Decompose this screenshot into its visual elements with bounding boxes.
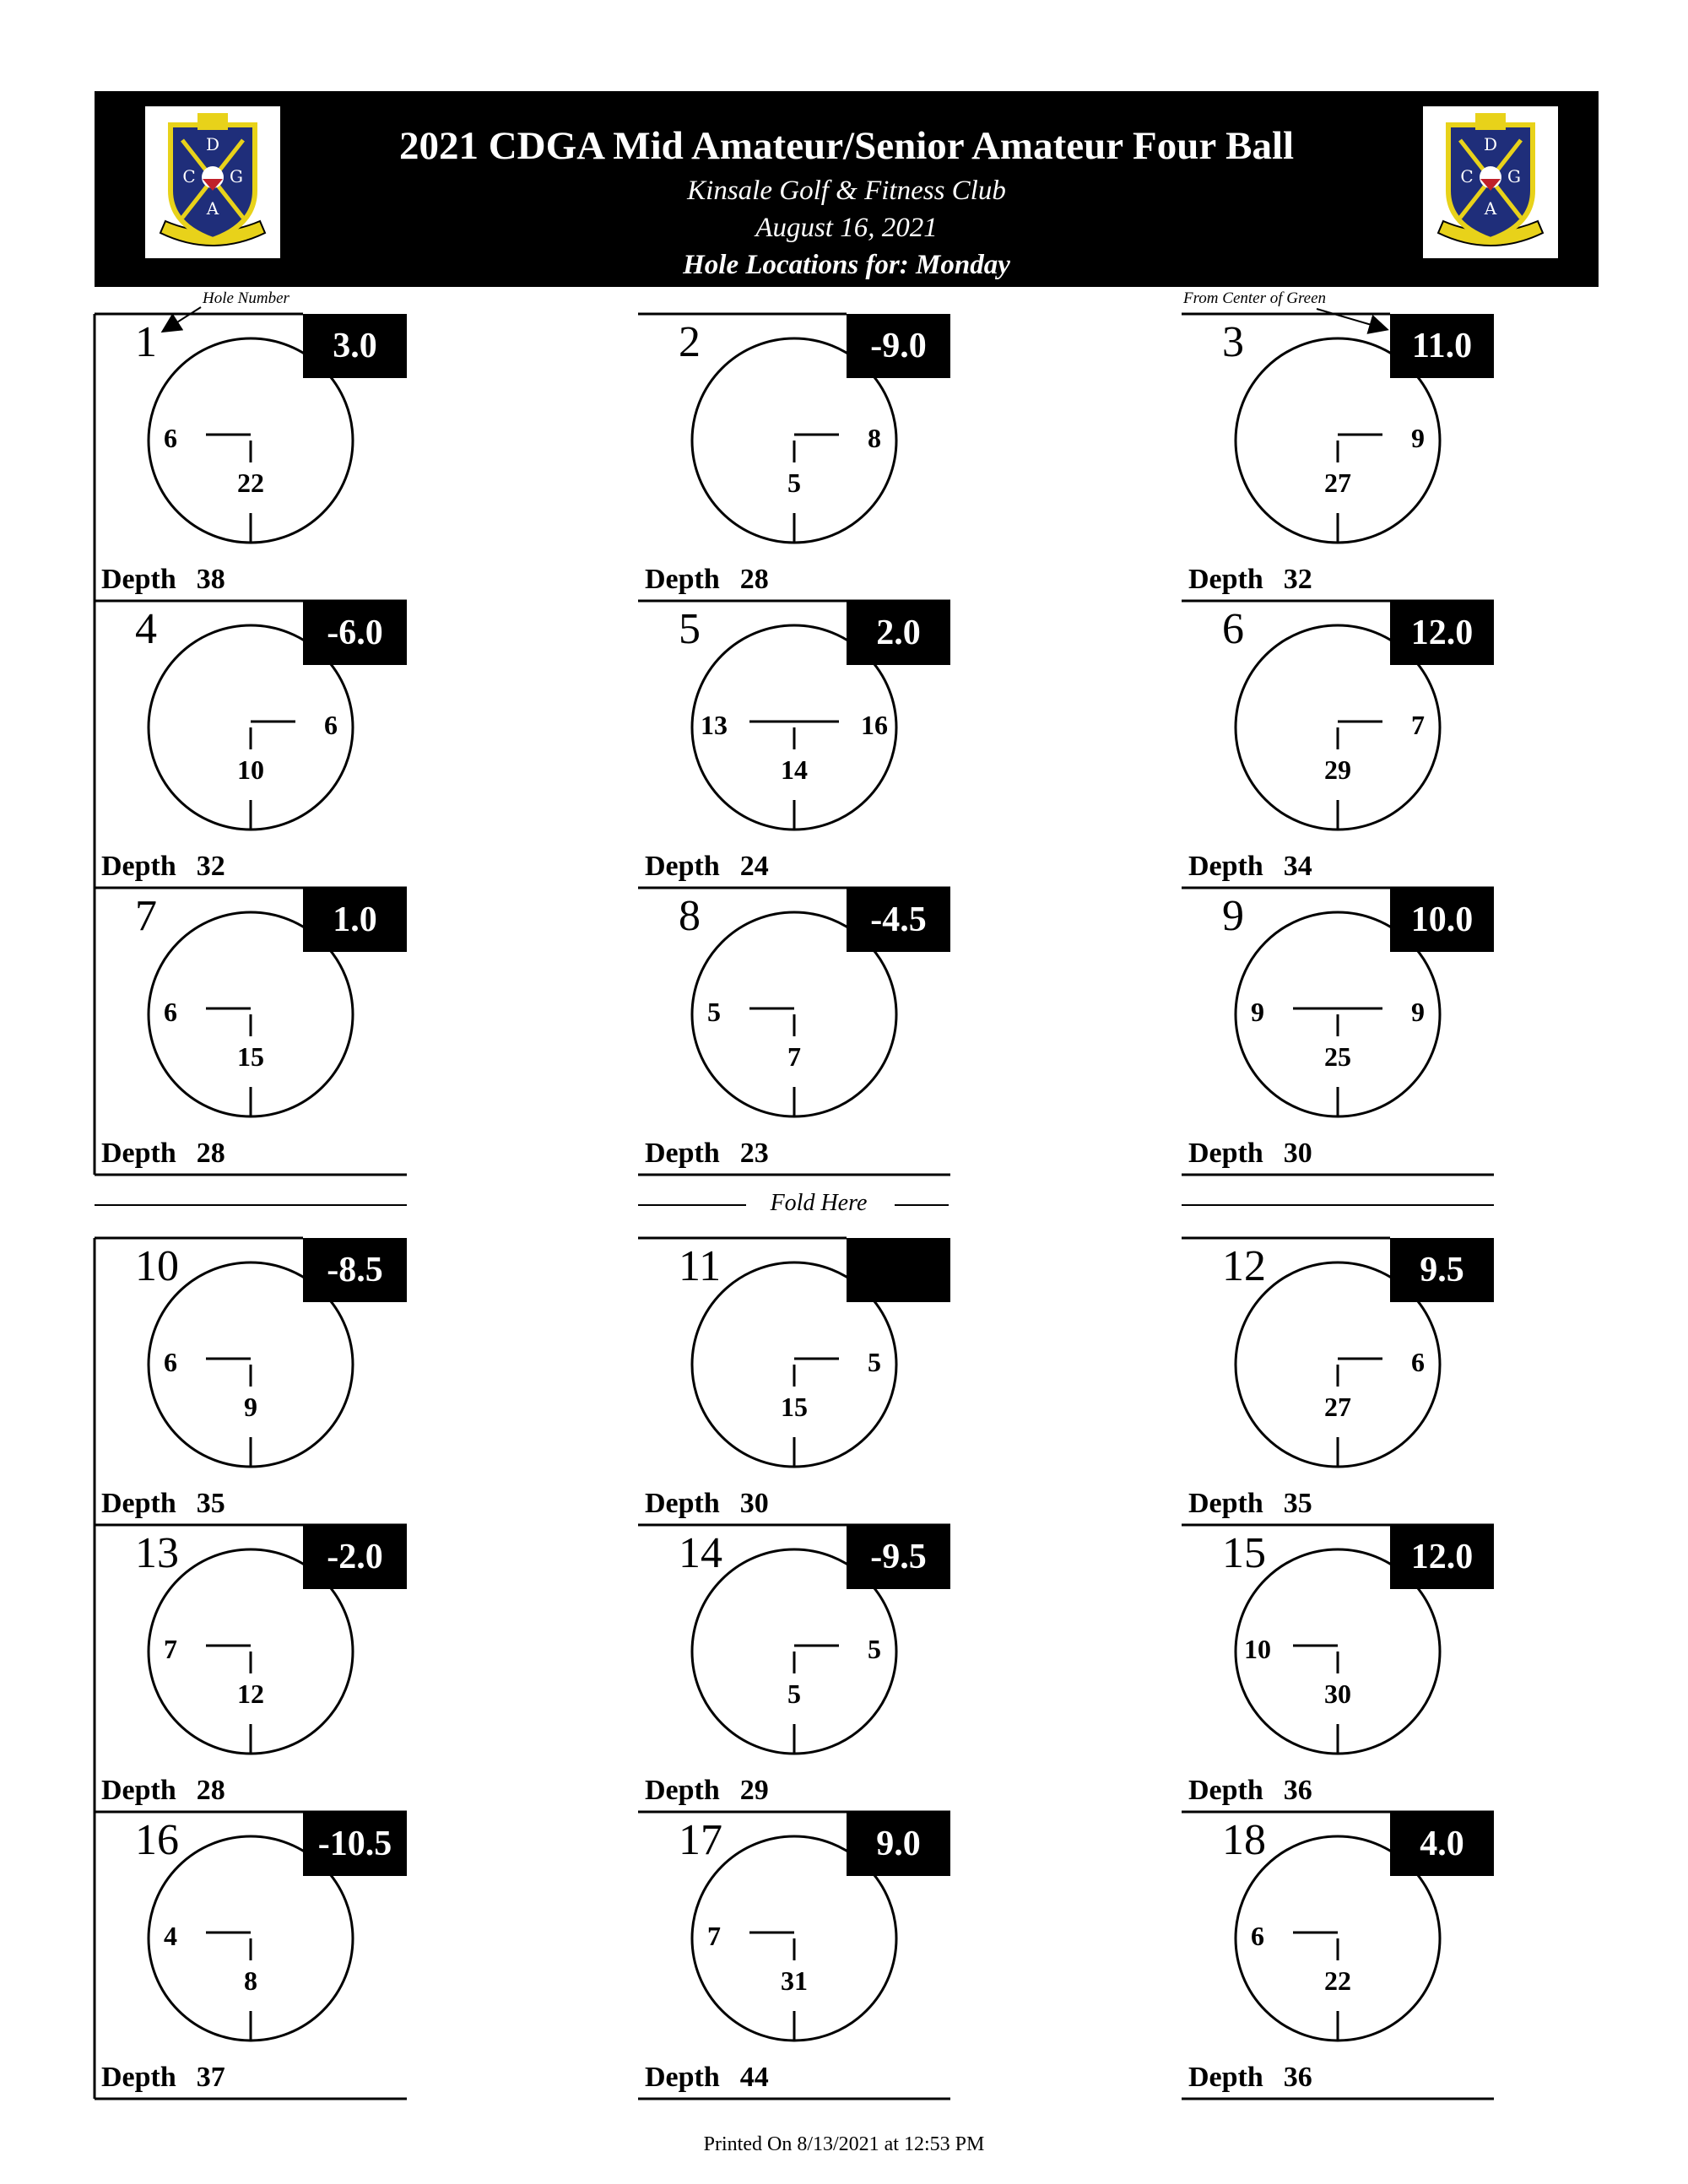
hole-number: 9 (1222, 892, 1244, 940)
depth-label: Depth (101, 1488, 176, 1519)
hole-number: 10 (135, 1242, 179, 1290)
left-distance: 7 (707, 1921, 721, 1951)
pin-offset-badge: -6.0 (303, 601, 407, 665)
from-front-distance: 12 (237, 1679, 264, 1709)
hole-number: 4 (135, 605, 157, 653)
depth-value: 28 (739, 564, 769, 595)
pin-offset-badge: -9.0 (847, 314, 950, 378)
depth-label: Depth (101, 2062, 176, 2093)
hole-number: 1 (135, 318, 157, 366)
hole-card (1182, 1525, 1494, 1812)
hole-card (638, 1238, 950, 1525)
left-distance: 7 (164, 1634, 177, 1664)
depth-value: 23 (739, 1138, 769, 1169)
depth-row (645, 565, 769, 594)
hole-number: 5 (679, 605, 701, 653)
depth-row (101, 1139, 225, 1168)
hole-card (638, 1812, 950, 2099)
pin-offset-badge: 4.0 (1390, 1812, 1494, 1876)
pin-offset-badge: 9.5 (1390, 1238, 1494, 1302)
left-distance: 13 (701, 710, 728, 740)
fold-here-label: Fold Here (770, 1190, 868, 1216)
depth-value: 34 (1283, 851, 1312, 882)
hole-number: 7 (135, 892, 157, 940)
right-distance: 5 (868, 1634, 881, 1664)
depth-row (1188, 852, 1312, 881)
hole-card (95, 888, 407, 1175)
from-front-distance: 30 (1324, 1679, 1351, 1709)
depth-row (101, 2063, 225, 2092)
left-distance: 10 (1244, 1634, 1271, 1664)
hole-number: 12 (1222, 1242, 1266, 1290)
event-date: August 16, 2021 (755, 213, 938, 243)
hole-number: 3 (1222, 318, 1244, 366)
pin-offset-badge: -2.0 (303, 1525, 407, 1589)
right-distance: 9 (1411, 423, 1425, 453)
hole-card (638, 601, 950, 888)
from-front-distance: 5 (787, 468, 801, 498)
fold-divider-mid-right (895, 1204, 949, 1206)
depth-value: 44 (739, 2062, 769, 2093)
hole-card (1182, 314, 1494, 601)
center-of-green-note: From Center of Green (1183, 289, 1327, 307)
depth-value: 28 (196, 1138, 225, 1169)
pin-offset-badge: 3.0 (303, 314, 407, 378)
hole-card (1182, 1812, 1494, 2099)
depth-value: 36 (1283, 1775, 1312, 1806)
page-title: 2021 CDGA Mid Amateur/Senior Amateur Four Ball (398, 124, 1295, 168)
depth-row (1188, 1489, 1312, 1518)
depth-label: Depth (1188, 1138, 1263, 1169)
from-front-distance: 29 (1324, 754, 1351, 785)
depth-row (645, 2063, 769, 2092)
depth-row (101, 1776, 225, 1805)
depth-label: Depth (645, 1775, 720, 1806)
hole-number: 17 (679, 1816, 722, 1864)
fold-divider-left (95, 1204, 407, 1206)
from-front-distance: 10 (237, 754, 264, 785)
hole-card (1182, 601, 1494, 888)
hole-card (638, 1525, 950, 1812)
depth-label: Depth (1188, 564, 1263, 595)
hole-card (95, 1812, 407, 2099)
hole-number: 14 (679, 1529, 722, 1577)
cdga-crest-icon (1423, 106, 1558, 258)
pin-offset-badge: -9.5 (847, 1525, 950, 1589)
hole-number: 13 (135, 1529, 179, 1577)
left-distance: 5 (707, 997, 721, 1027)
right-distance: 7 (1411, 710, 1425, 740)
svg-text:A: A (206, 198, 219, 219)
pin-offset-badge: 9.0 (847, 1812, 950, 1876)
from-front-distance: 27 (1324, 468, 1351, 498)
depth-label: Depth (1188, 1775, 1263, 1806)
depth-row (1188, 1776, 1312, 1805)
svg-text:A: A (1484, 198, 1497, 219)
pin-offset-badge (847, 1238, 950, 1302)
hole-card (95, 601, 407, 888)
from-front-distance: 9 (244, 1392, 257, 1422)
pin-offset-badge: -10.5 (303, 1812, 407, 1876)
depth-label: Depth (645, 851, 720, 882)
depth-row (1188, 565, 1312, 594)
hole-card (95, 314, 407, 601)
depth-label: Depth (101, 851, 176, 882)
svg-text:G: G (1507, 166, 1521, 187)
from-front-distance: 22 (237, 468, 264, 498)
svg-text:D: D (1483, 134, 1498, 154)
header-banner (95, 91, 1599, 287)
left-distance: 6 (164, 423, 177, 453)
hole-card (95, 1525, 407, 1812)
hole-card (638, 888, 950, 1175)
depth-row (1188, 1139, 1312, 1168)
pin-offset-badge: -8.5 (303, 1238, 407, 1302)
right-distance: 9 (1411, 997, 1425, 1027)
depth-label: Depth (1188, 851, 1263, 882)
depth-value: 29 (739, 1775, 769, 1806)
depth-label: Depth (101, 1775, 176, 1806)
depth-value: 24 (739, 851, 769, 882)
left-distance: 6 (164, 997, 177, 1027)
depth-value: 35 (196, 1488, 225, 1519)
left-distance: 6 (1251, 1921, 1264, 1951)
hole-card (1182, 888, 1494, 1175)
depth-value: 32 (196, 851, 225, 882)
hole-number: 18 (1222, 1816, 1266, 1864)
svg-text:G: G (230, 166, 243, 187)
pin-offset-badge: 2.0 (847, 601, 950, 665)
depth-row (645, 852, 769, 881)
from-front-distance: 27 (1324, 1392, 1351, 1422)
depth-label: Depth (101, 1138, 176, 1169)
svg-text:D: D (205, 134, 220, 154)
right-distance: 6 (324, 710, 338, 740)
right-distance: 6 (1411, 1347, 1425, 1377)
hole-number: 16 (135, 1816, 179, 1864)
left-distance: 6 (164, 1347, 177, 1377)
fold-divider-mid-left (638, 1204, 746, 1206)
right-distance: 5 (868, 1347, 881, 1377)
depth-value: 30 (739, 1488, 769, 1519)
depth-row (1188, 2063, 1312, 2092)
right-distance: 8 (868, 423, 881, 453)
pin-offset-badge: 1.0 (303, 888, 407, 952)
depth-label: Depth (101, 564, 176, 595)
from-front-distance: 22 (1324, 1965, 1351, 1996)
from-front-distance: 8 (244, 1965, 257, 1996)
depth-row (645, 1139, 769, 1168)
depth-value: 38 (196, 564, 225, 595)
hole-number: 6 (1222, 605, 1244, 653)
pin-offset-badge: 12.0 (1390, 601, 1494, 665)
from-front-distance: 25 (1324, 1041, 1351, 1072)
left-distance: 4 (164, 1921, 177, 1951)
hole-number: 2 (679, 318, 701, 366)
depth-label: Depth (645, 2062, 720, 2093)
depth-label: Depth (1188, 2062, 1263, 2093)
hole-card (1182, 1238, 1494, 1525)
depth-row (101, 852, 225, 881)
hole-number: 11 (679, 1242, 722, 1290)
pin-offset-badge: -4.5 (847, 888, 950, 952)
depth-value: 35 (1283, 1488, 1312, 1519)
pin-offset-badge: 12.0 (1390, 1525, 1494, 1589)
depth-value: 30 (1283, 1138, 1312, 1169)
from-front-distance: 5 (787, 1679, 801, 1709)
depth-label: Depth (645, 1138, 720, 1169)
depth-row (101, 565, 225, 594)
right-distance: 16 (861, 710, 888, 740)
depth-label: Depth (645, 1488, 720, 1519)
from-front-distance: 7 (787, 1041, 801, 1072)
hole-card (95, 1238, 407, 1525)
day-label: Hole Locations for: Monday (683, 250, 1010, 280)
svg-text:C: C (1460, 166, 1474, 187)
depth-row (101, 1489, 225, 1518)
hole-number: 15 (1222, 1529, 1266, 1577)
cdga-logo-right (1423, 106, 1558, 258)
hole-number: 8 (679, 892, 701, 940)
depth-value: 37 (196, 2062, 225, 2093)
depth-label: Depth (645, 564, 720, 595)
hole-number-note: Hole Number (203, 289, 289, 307)
svg-text:C: C (182, 166, 196, 187)
depth-row (645, 1776, 769, 1805)
from-front-distance: 15 (237, 1041, 264, 1072)
from-front-distance: 15 (781, 1392, 808, 1422)
hole-card (638, 314, 950, 601)
left-distance: 9 (1251, 997, 1264, 1027)
depth-value: 32 (1283, 564, 1312, 595)
venue-name: Kinsale Golf & Fitness Club (687, 176, 1006, 206)
pin-offset-badge: 11.0 (1390, 314, 1494, 378)
from-front-distance: 31 (781, 1965, 808, 1996)
pin-offset-badge: 10.0 (1390, 888, 1494, 952)
depth-row (645, 1489, 769, 1518)
from-front-distance: 14 (781, 754, 808, 785)
fold-divider-right (1182, 1204, 1494, 1206)
depth-value: 36 (1283, 2062, 1312, 2093)
printed-timestamp: Printed On 8/13/2021 at 12:53 PM (703, 2133, 985, 2155)
depth-label: Depth (1188, 1488, 1263, 1519)
depth-value: 28 (196, 1775, 225, 1806)
